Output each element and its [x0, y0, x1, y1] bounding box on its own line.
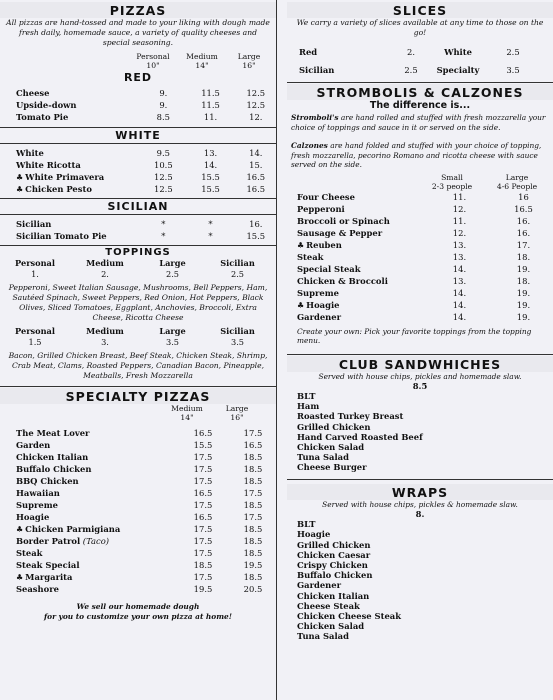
white-pizza-name	[0, 183, 141, 195]
specialty-pizza-price-m: 16.5	[193, 428, 213, 438]
specialty-pizza-row	[0, 571, 276, 583]
wrap-item: Chicken Caesar	[297, 549, 371, 560]
slice-bp: 2.5	[506, 47, 520, 57]
specialty-pizza-price-m: 16.5	[193, 512, 213, 522]
stromboli-name-text: Pepperoni	[297, 203, 345, 214]
specialty-pizza-row	[0, 427, 276, 439]
specialty-pizza-price-m: 17.5	[193, 572, 213, 582]
calzone-name: Calzones	[291, 141, 328, 150]
stromboli-price-s: 14.	[452, 311, 467, 322]
toppings-prices-1	[0, 269, 276, 279]
specialty-pizza-price-l: 18.5	[243, 500, 263, 510]
white-pizza-price-l: 15.	[249, 160, 263, 170]
white-pizza-price-l: 14.	[249, 148, 263, 158]
specialty-pizza-name	[0, 583, 176, 595]
size-large: Large	[237, 52, 261, 61]
stromboli-price-l: 17.	[516, 239, 531, 250]
stromboli-name	[287, 275, 425, 287]
white-pizza-name-text: Chicken Pesto	[25, 184, 92, 194]
strombolis-title: STROMBOLIS & CALZONES	[287, 84, 553, 100]
specialty-pizza-price-l: 18.5	[243, 548, 263, 558]
specialty-pizza-price-l: 18.5	[243, 524, 263, 534]
red-pizza-price-m: 11.	[203, 112, 218, 122]
slice-b: White	[444, 47, 472, 57]
specialty-pizza-row	[0, 475, 276, 487]
toppings-h2-large: Large	[159, 326, 186, 336]
club-item: BLT	[297, 391, 316, 401]
specialty-pizza-name-text: Steak Special	[16, 560, 80, 570]
red-pizza-price-l: 12.5	[246, 100, 266, 110]
stromboli-name	[287, 239, 425, 251]
price1-large: 2.5	[165, 269, 180, 279]
specialty-pizza-price-m: 17.5	[193, 524, 213, 534]
white-pizza-price-p: 12.5	[154, 172, 173, 182]
stromboli-h-small-size: 2-3 people	[431, 181, 473, 191]
stromboli-header	[287, 173, 553, 191]
sicilian-pizza-price-l: 15.5	[246, 231, 266, 241]
white-pizza-name	[0, 171, 141, 183]
slice-a: Sicilian	[299, 65, 335, 75]
specialty-h-large: Large	[225, 404, 249, 413]
club-item: Cheese Burger	[297, 462, 367, 473]
slices-list	[287, 43, 553, 79]
specialty-pizza-name-text: Chicken Parmigiana	[25, 524, 121, 534]
stromboli-row	[287, 203, 553, 215]
stromboli-name-text: Chicken & Broccoli	[297, 275, 388, 286]
slices-intro: We carry a variety of slices available at any time to those on the go!	[296, 18, 544, 37]
club-list	[287, 391, 553, 473]
toppings-header-1	[0, 258, 276, 269]
specialty-pizza-price-m: 16.5	[193, 488, 213, 498]
specialty-pizza-price-m: 17.5	[193, 476, 213, 486]
slice-bp: 3.5	[506, 65, 520, 75]
white-pizza-price-m: 14.	[203, 160, 218, 170]
stromboli-name-text: Gardener	[297, 311, 342, 322]
sicilian-pizza-price-p: *	[161, 219, 166, 229]
stromboli-row	[287, 215, 553, 227]
wrap-item: Cheese Steak	[297, 600, 360, 611]
stromboli-row	[287, 287, 553, 299]
slice-row	[287, 43, 553, 61]
stromboli-price-l: 16	[518, 191, 529, 202]
sicilian-pizza-price-m: *	[208, 231, 213, 241]
white-pizza-price-m: 15.5	[201, 172, 220, 182]
price1-medium: 2.	[101, 269, 109, 279]
club-item: Tuna Salad	[297, 452, 349, 463]
specialty-pizza-price-l: 16.5	[243, 440, 263, 450]
size-personal: Personal	[136, 52, 170, 61]
specialty-pizza-name-text: Chicken Italian	[16, 452, 89, 462]
stromboli-name-text: Special Steak	[297, 263, 361, 274]
stromboli-name-text: Hoagie	[306, 299, 340, 310]
specialty-pizza-price-m: 17.5	[193, 500, 213, 510]
sicilian-pizza-name	[0, 218, 141, 230]
club-intro: Served with house chips, pickles and homemade slaw.	[318, 371, 522, 381]
stromboli-name-text: Steak	[297, 251, 324, 262]
pizzas-title: PIZZAS	[0, 2, 276, 18]
wrap-item: Gardener	[297, 580, 342, 591]
stromboli-price-s: 12.	[452, 227, 467, 238]
stromboli-price-s: 13.	[452, 275, 467, 286]
stromboli-own: Create your own: Pick your favorite toppings from the topping menu.	[297, 326, 532, 345]
stromboli-row	[287, 299, 553, 311]
price2-sicilian: 3.5	[230, 337, 245, 347]
stromboli-price-s: 14.	[452, 287, 467, 298]
sicilian-pizza-price-l: 16.	[249, 219, 263, 229]
stromboli-row	[287, 275, 553, 287]
stromboli-name	[287, 215, 425, 227]
specialty-pizza-price-l: 18.5	[243, 464, 263, 474]
stromboli-row	[287, 251, 553, 263]
stromboli-name	[287, 287, 425, 299]
sicilian-list	[0, 218, 276, 242]
right-column	[287, 0, 553, 700]
stromboli-price-l: 19.	[516, 311, 531, 322]
white-pizza-price-m: 13.	[203, 148, 218, 158]
specialty-pizza-name-text: Hoagie	[16, 512, 50, 522]
specialty-pizza-name	[0, 487, 176, 499]
white-pizza-row	[0, 183, 276, 195]
white-pizza-name	[0, 147, 141, 159]
specialty-pizza-name	[0, 439, 176, 451]
toppings-h2-medium: Medium	[86, 326, 124, 336]
red-pizza-name-text: Cheese	[16, 88, 50, 98]
specialty-pizza-name	[0, 523, 176, 535]
stromboli-price-s: 12.	[452, 203, 467, 214]
stromboli-h-large-size: 4-6 People	[496, 181, 538, 191]
specialty-pizza-row	[0, 499, 276, 511]
stromboli-price-l: 18.	[516, 275, 531, 286]
clover-icon: ♣	[297, 299, 305, 310]
toppings-list-2: Bacon, Grilled Chicken Breast, Beef Steak, Chicken Steak, Shrimp, Crab Meat, Clams, Roasted Peppers, Canadian Bacon, Pineapple, Meatballs, Fresh Mozzarella	[8, 351, 268, 380]
specialty-footer-1: We sell our homemade dough	[76, 602, 200, 611]
stromboli-price-l: 19.	[516, 299, 531, 310]
toppings-h-medium: Medium	[86, 258, 124, 268]
stromboli-price-s: 13.	[452, 251, 467, 262]
specialty-pizza-price-m: 18.5	[193, 560, 213, 570]
specialty-pizza-price-l: 18.5	[243, 572, 263, 582]
stromboli-name	[287, 251, 425, 263]
specialty-pizza-name	[0, 547, 176, 559]
red-pizza-price-l: 12.	[249, 112, 263, 122]
sicilian-pizza-name-text: Sicilian	[16, 219, 52, 229]
pizzas-intro: All pizzas are hand-tossed and made to your liking with dough made fresh daily, homemade sauce, a variety of quality cheeses and special seasoning.	[6, 18, 270, 47]
toppings-h2-personal: Personal	[15, 326, 55, 336]
red-pizza-price-p: 9.	[159, 100, 168, 110]
club-item: Roasted Turkey Breast	[297, 411, 404, 422]
white-pizza-row	[0, 159, 276, 171]
stromboli-row	[287, 311, 553, 323]
specialty-pizza-name	[0, 571, 176, 583]
specialty-footer-2: for you to customize your own pizza at home!	[43, 611, 233, 621]
clover-icon: ♣	[297, 239, 305, 250]
red-pizza-row	[0, 99, 276, 111]
stromboli-name	[287, 203, 425, 215]
toppings-h-personal: Personal	[15, 258, 55, 268]
price2-large: 3.5	[165, 337, 180, 347]
calzone-text: are hand folded and stuffed with your choice of topping, fresh mozzarella, pecorino Romano and ricotta cheese with sauce served on the side.	[291, 141, 542, 169]
sicilian-pizza-price-p: *	[161, 231, 166, 241]
price2-personal: 1.5	[28, 337, 42, 347]
size-medium: Medium	[186, 52, 218, 61]
white-pizza-name-text: White Primavera	[25, 172, 105, 182]
specialty-title: SPECIALTY PIZZAS	[0, 388, 276, 404]
wrap-item: Crispy Chicken	[297, 559, 368, 570]
red-pizza-price-m: 11.5	[201, 100, 220, 110]
specialty-pizza-price-l: 20.5	[243, 584, 263, 594]
stromboli-h-small: Small	[441, 172, 463, 182]
stromboli-price-l: 19.	[516, 287, 531, 298]
sicilian-pizza-row	[0, 230, 276, 242]
white-pizza-price-l: 16.5	[246, 172, 266, 182]
specialty-pizza-price-l: 17.5	[243, 512, 263, 522]
stromboli-name	[287, 263, 425, 275]
price1-personal: 1.	[31, 269, 39, 279]
specialty-pizza-row	[0, 451, 276, 463]
specialty-pizza-price-l: 17.5	[243, 428, 263, 438]
difference-title: The difference is...	[369, 100, 471, 111]
specialty-pizza-name	[0, 463, 176, 475]
stromboli-name	[287, 191, 425, 203]
stromboli-row	[287, 239, 553, 251]
specialty-h-large-size: 16"	[230, 413, 244, 422]
specialty-pizza-row	[0, 511, 276, 523]
specialty-pizza-row	[0, 487, 276, 499]
wrap-item: Chicken Italian	[297, 590, 370, 601]
specialty-pizza-row	[0, 535, 276, 547]
stromboli-name	[287, 299, 425, 311]
stromboli-price-l: 16.	[516, 215, 531, 226]
toppings-h-sicilian: Sicilian	[220, 258, 255, 268]
toppings-h-large: Large	[159, 258, 186, 268]
specialty-pizza-name-text: Hawaiian	[16, 488, 60, 498]
specialty-pizza-price-m: 17.5	[193, 548, 213, 558]
stromboli-name-text: Four Cheese	[297, 191, 355, 202]
toppings-header-2	[0, 326, 276, 337]
specialty-pizza-name	[0, 427, 176, 439]
wrap-item: Tuna Salad	[297, 631, 349, 642]
stromboli-name-text: Supreme	[297, 287, 339, 298]
stromboli-row	[287, 227, 553, 239]
red-title: RED	[123, 71, 153, 84]
red-pizza-name	[0, 111, 141, 123]
white-pizza-row	[0, 147, 276, 159]
toppings-prices-2	[0, 337, 276, 347]
specialty-pizza-name-text: Seashore	[16, 584, 59, 594]
clover-icon: ♣	[16, 572, 24, 582]
white-pizza-name-text: White Ricotta	[16, 160, 81, 170]
red-pizza-row	[0, 87, 276, 99]
size-personal-inch: 10"	[146, 61, 160, 70]
toppings-title: TOPPINGS	[105, 247, 171, 258]
specialty-pizza-row	[0, 559, 276, 571]
specialty-pizza-price-l: 19.5	[243, 560, 263, 570]
specialty-pizza-price-m: 17.5	[193, 536, 213, 546]
specialty-pizza-row	[0, 583, 276, 595]
white-pizza-name	[0, 159, 141, 171]
price2-medium: 3.	[101, 337, 109, 347]
white-pizza-row	[0, 171, 276, 183]
wraps-title: WRAPS	[287, 484, 553, 500]
specialty-h-medium: Medium	[171, 404, 203, 413]
red-pizza-price-p: 9.	[159, 88, 168, 98]
club-title: CLUB SANDWHICHES	[287, 356, 553, 372]
pizza-size-header	[0, 52, 276, 70]
size-large-inch: 16"	[242, 61, 256, 70]
stromboli-price-s: 11.	[452, 215, 467, 226]
specialty-pizza-row	[0, 463, 276, 475]
white-pizza-name-text: White	[16, 148, 44, 158]
red-pizza-price-m: 11.5	[201, 88, 220, 98]
white-title: WHITE	[115, 129, 161, 142]
specialty-pizza-name-text: Garden	[16, 440, 51, 450]
stromboli-price-s: 11.	[452, 191, 467, 202]
stromboli-price-l: 19.	[516, 263, 531, 274]
specialty-pizza-name-text: Buffalo Chicken	[16, 464, 92, 474]
white-pizza-price-p: 10.5	[154, 160, 173, 170]
red-pizza-row	[0, 111, 276, 123]
specialty-pizza-name-text: Steak	[16, 548, 43, 558]
specialty-pizza-note: (Taco)	[80, 536, 109, 546]
white-pizza-price-l: 16.5	[246, 184, 266, 194]
stromboli-h-large: Large	[505, 172, 529, 182]
wraps-list	[287, 519, 553, 641]
specialty-pizza-price-m: 15.5	[193, 440, 213, 450]
size-medium-inch: 14"	[195, 61, 209, 70]
red-list	[0, 87, 276, 123]
red-pizza-name-text: Upside-down	[16, 100, 77, 110]
specialty-pizza-price-l: 18.5	[243, 536, 263, 546]
stromboli-text: are hand rolled and stuffed with fresh mozzarella your choice of toppings and sauce in it or served on the side.	[291, 113, 546, 132]
toppings-list-1: Pepperoni, Sweet Italian Sausage, Mushrooms, Bell Peppers, Ham, Sautéed Spinach, Sweet Peppers, Red Onion, Hot Peppers, Black Olives, Sliced Tomatoes, Eggplant, Anchovies, Broccoli, Extra Cheese, Ricotta Cheese	[8, 283, 268, 322]
stromboli-name: Stromboli's	[291, 113, 339, 122]
red-pizza-name	[0, 99, 141, 111]
clover-icon: ♣	[16, 524, 24, 534]
club-item: Hand Carved Roasted Beef	[297, 431, 423, 442]
wrap-item: Chicken Salad	[297, 621, 365, 632]
specialty-pizza-price-m: 17.5	[193, 464, 213, 474]
stromboli-list	[287, 191, 553, 323]
sicilian-pizza-name-text: Sicilian Tomato Pie	[16, 231, 107, 241]
club-item: Ham	[297, 401, 320, 412]
slice-row	[287, 61, 553, 79]
clover-icon: ♣	[16, 172, 24, 182]
stromboli-name	[287, 227, 425, 239]
stromboli-price-l: 16.5	[514, 203, 533, 214]
specialty-pizza-name	[0, 535, 176, 547]
slice-ap: 2.5	[404, 65, 418, 75]
wraps-price: 8.	[415, 509, 425, 520]
specialty-pizza-name	[0, 499, 176, 511]
wrap-item: Chicken Cheese Steak	[297, 610, 402, 621]
toppings-h2-sicilian: Sicilian	[220, 326, 255, 336]
specialty-pizza-name-text: Supreme	[16, 500, 58, 510]
white-list	[0, 147, 276, 195]
white-pizza-price-p: 12.5	[154, 184, 173, 194]
club-price: 8.5	[412, 381, 428, 391]
red-pizza-price-l: 12.5	[246, 88, 266, 98]
specialty-pizza-row	[0, 547, 276, 559]
specialty-pizza-name-text: Border Patrol	[16, 536, 81, 546]
price1-sicilian: 2.5	[230, 269, 245, 279]
slice-ap: 2.	[407, 47, 415, 57]
club-item: Grilled Chicken	[297, 421, 371, 432]
slice-a: Red	[299, 47, 318, 57]
specialty-pizza-row	[0, 439, 276, 451]
stromboli-desc	[287, 113, 553, 132]
calzone-desc	[287, 141, 553, 170]
specialty-pizza-price-m: 17.5	[193, 452, 213, 462]
specialty-h-medium-size: 14"	[180, 413, 194, 422]
stromboli-name	[287, 311, 425, 323]
stromboli-price-s: 13.	[452, 239, 467, 250]
specialty-pizza-price-l: 17.5	[243, 488, 263, 498]
specialty-list	[0, 427, 276, 595]
sicilian-pizza-price-m: *	[208, 219, 213, 229]
slices-title: SLICES	[287, 2, 553, 18]
specialty-pizza-price-l: 18.5	[243, 476, 263, 486]
specialty-pizza-name	[0, 511, 176, 523]
stromboli-price-s: 14.	[452, 263, 467, 274]
specialty-pizza-name	[0, 559, 176, 571]
red-pizza-name	[0, 87, 141, 99]
stromboli-price-l: 16.	[516, 227, 531, 238]
specialty-pizza-name-text: The Meat Lover	[16, 428, 90, 438]
stromboli-row	[287, 263, 553, 275]
stromboli-row	[287, 191, 553, 203]
stromboli-price-s: 14.	[452, 299, 467, 310]
stromboli-name-text: Sausage & Pepper	[297, 227, 383, 238]
clover-icon: ♣	[16, 184, 24, 194]
wrap-item: Hoagie	[297, 529, 331, 540]
specialty-pizza-name-text: BBQ Chicken	[16, 476, 79, 486]
specialty-pizza-price-m: 19.5	[193, 584, 213, 594]
white-pizza-price-m: 15.5	[201, 184, 220, 194]
specialty-pizza-row	[0, 523, 276, 535]
stromboli-name-text: Reuben	[306, 239, 342, 250]
wraps-intro: Served with house chips, pickles & homemade slaw.	[322, 499, 518, 509]
specialty-pizza-name-text: Margarita	[25, 572, 73, 582]
specialty-pizza-name	[0, 475, 176, 487]
white-pizza-price-p: 9.5	[156, 148, 170, 158]
wrap-item: Grilled Chicken	[297, 539, 371, 550]
stromboli-name-text: Broccoli or Spinach	[297, 215, 390, 226]
sicilian-pizza-row	[0, 218, 276, 230]
slice-b: Specialty	[436, 65, 480, 75]
specialty-header	[0, 404, 276, 422]
specialty-pizza-name	[0, 451, 176, 463]
red-pizza-name-text: Tomato Pie	[16, 112, 69, 122]
stromboli-price-l: 18.	[516, 251, 531, 262]
sicilian-title: SICILIAN	[107, 200, 169, 213]
wrap-item: Buffalo Chicken	[297, 570, 373, 581]
specialty-pizza-price-l: 18.5	[243, 452, 263, 462]
club-item: Chicken Salad	[297, 442, 365, 453]
sicilian-pizza-name	[0, 230, 141, 242]
wrap-item: BLT	[297, 519, 316, 530]
red-pizza-price-p: 8.5	[156, 112, 170, 122]
